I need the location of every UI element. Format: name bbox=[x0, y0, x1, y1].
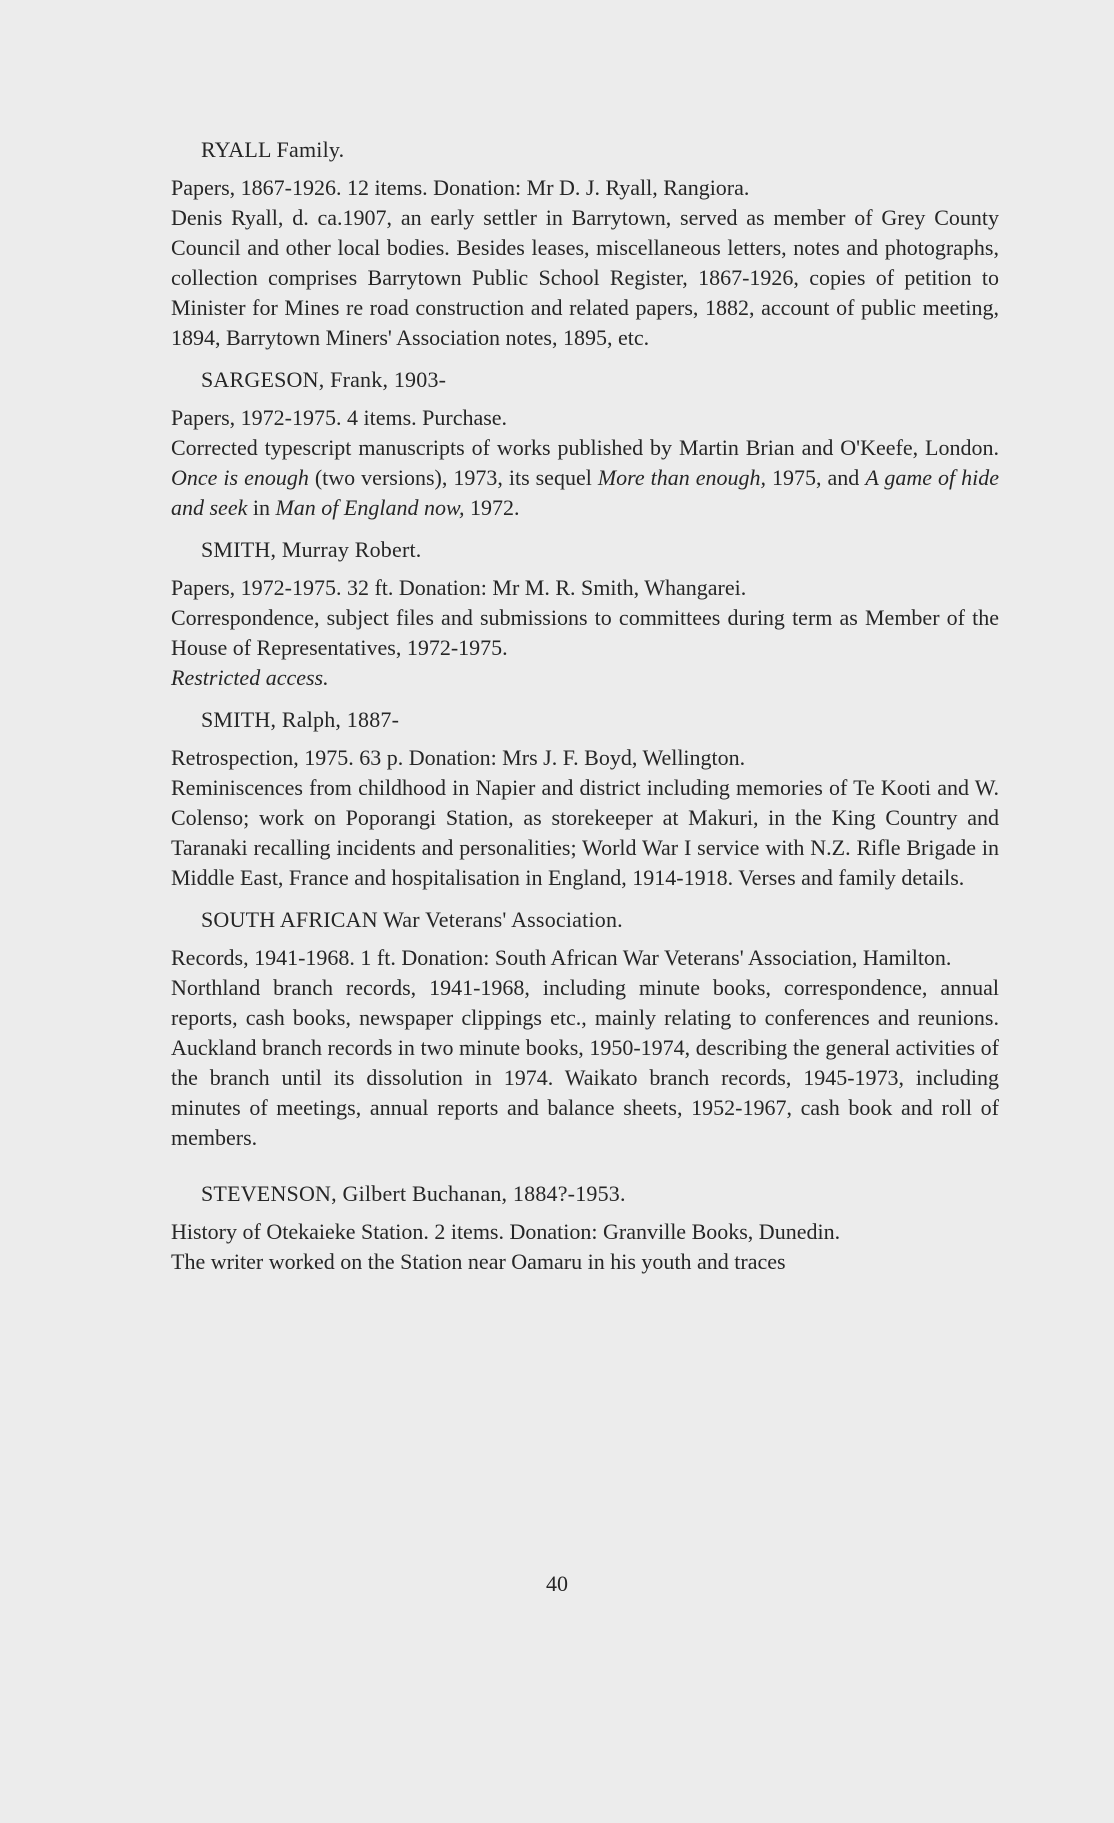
entry-details: Papers, 1972-1975. 4 items. Purchase. bbox=[171, 405, 508, 430]
entry-south-african bbox=[171, 905, 999, 1153]
restricted-access-note: Restricted access. bbox=[171, 665, 329, 690]
description-text: 1972. bbox=[470, 495, 520, 520]
entry-description: The writer worked on the Station near Oamaru in his youth and traces bbox=[171, 1249, 786, 1274]
page-number: 40 bbox=[546, 1571, 568, 1596]
work-title: A game of hide and seek bbox=[171, 465, 999, 520]
entry-heading: SMITH, Ralph, 1887- bbox=[201, 707, 400, 732]
entry-description: Reminiscences from childhood in Napier and district including memories of Te Kooti and W. Colenso; work on Poporangi Station, as storekeeper at Makuri, in the King Country and Taranaki recalling incidents and personalities; World War I service with N.Z. Rifle Brigade in Middle East, France and hospitalisation in England, 1914-1918. Verses and family details. bbox=[171, 775, 999, 890]
entry-heading: SARGESON, Frank, 1903- bbox=[201, 367, 447, 392]
entry-note bbox=[171, 663, 999, 693]
entry-details: Papers, 1867-1926. 12 items. Donation: Mr D. J. Ryall, Rangiora. bbox=[171, 175, 750, 200]
entry-heading: RYALL Family. bbox=[201, 137, 345, 162]
entry-description bbox=[171, 433, 999, 523]
entry-smith-ralph bbox=[171, 705, 999, 893]
work-title: Once is enough bbox=[171, 465, 309, 490]
entry-description: Northland branch records, 1941-1968, including minute books, correspondence, annual reports, cash books, newspaper clippings etc., mainly relating to conferences and reunions. Auckland branch records in two minute books, 1950-1974, describing the general activities of the branch until its dissolution in 1974. Waikato branch records, 1945-1973, including minutes of meetings, annual reports and balance sheets, 1952-1967, cash book and roll of members. bbox=[171, 975, 999, 1150]
work-title: Man of England now, bbox=[275, 495, 465, 520]
entry-ryall bbox=[171, 135, 999, 353]
entry-details: Records, 1941-1968. 1 ft. Donation: South African War Veterans' Association, Hamilton. bbox=[171, 945, 952, 970]
entry-heading: STEVENSON, Gilbert Buchanan, 1884?-1953. bbox=[201, 1181, 626, 1206]
entry-stevenson bbox=[171, 1179, 999, 1277]
entry-details: Retrospection, 1975. 63 p. Donation: Mrs J. F. Boyd, Wellington. bbox=[171, 745, 746, 770]
description-text: Corrected typescript manuscripts of works published by Martin Brian and O'Keefe, London. bbox=[171, 435, 999, 460]
entry-details: History of Otekaieke Station. 2 items. Donation: Granville Books, Dunedin. bbox=[171, 1219, 841, 1244]
entry-sargeson bbox=[171, 365, 999, 523]
description-text: in bbox=[252, 495, 270, 520]
catalogue-entries bbox=[171, 135, 999, 1277]
entry-description: Correspondence, subject files and submissions to committees during term as Member of the House of Representatives, 1972-1975. bbox=[171, 605, 999, 660]
entry-smith-murray bbox=[171, 535, 999, 693]
description-text: 1975, and bbox=[772, 465, 860, 490]
entry-heading: SMITH, Murray Robert. bbox=[201, 537, 422, 562]
entry-details: Papers, 1972-1975. 32 ft. Donation: Mr M. R. Smith, Whangarei. bbox=[171, 575, 747, 600]
entry-description: Denis Ryall, d. ca.1907, an early settler in Barrytown, served as member of Grey County Council and other local bodies. Besides leases, miscellaneous letters, notes and photographs, collection comprises Barrytown Public School Register, 1867-1926, copies of petition to Minister for Mines re road construction and related papers, 1882, account of public meeting, 1894, Barrytown Miners' Association notes, 1895, etc. bbox=[171, 205, 999, 350]
description-text: (two versions), 1973, its sequel bbox=[314, 465, 592, 490]
work-title: More than enough, bbox=[597, 465, 767, 490]
entry-heading: SOUTH AFRICAN War Veterans' Association. bbox=[201, 907, 623, 932]
